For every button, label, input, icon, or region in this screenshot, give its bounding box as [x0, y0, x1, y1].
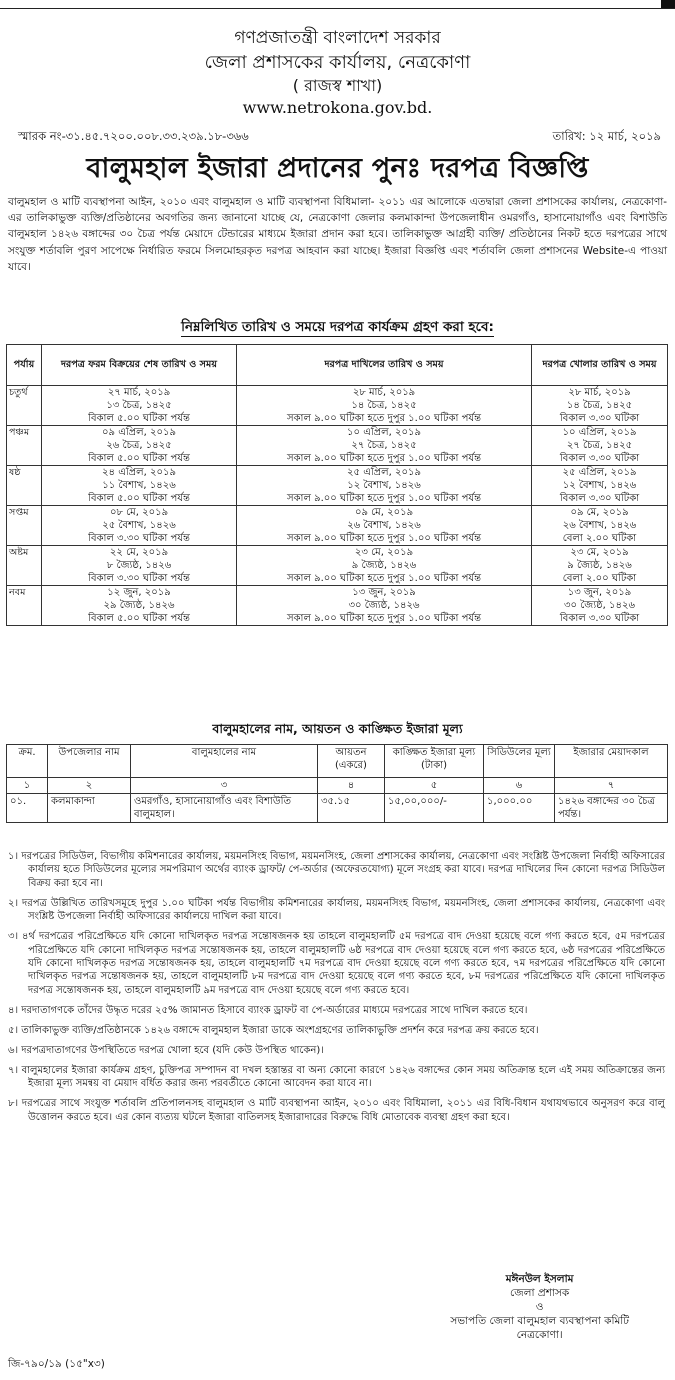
price-cell: ১৫,০০,০০০/- — [385, 794, 484, 823]
schedule-row — [7, 586, 668, 626]
sale-cell — [42, 426, 237, 466]
signatory-place: নেত্রকোণা। — [516, 1329, 563, 1341]
serial-cell: ০১. — [7, 794, 48, 823]
open-line: ২৬ বৈশাখ, ১৪২৬ — [562, 520, 637, 531]
phase-cell: চতুর্থ — [7, 386, 42, 426]
signature-block — [450, 1272, 629, 1342]
sale-line: ০৯ এপ্রিল, ২০১৯ — [102, 427, 176, 438]
num-cell: ১ — [7, 778, 48, 794]
sale-cell — [42, 506, 237, 546]
top-border — [0, 0, 675, 9]
open-line: বিকাল ৩.৩০ ঘটিকা — [559, 413, 640, 424]
schedule-row — [7, 426, 668, 466]
period-cell: ১৪২৬ বঙ্গাব্দের ৩০ চৈত্র পর্যন্ত। — [555, 794, 668, 823]
submit-line: ১৩ জুন, ২০১৯ — [352, 587, 416, 598]
schedule-fee-cell: ১,০০০.০০ — [484, 794, 555, 823]
branch-name: ( রাজস্ব শাখা) — [292, 76, 383, 95]
term-item: ৮। দরপত্রের সাথে সংযুক্ত শর্তাবলি প্রতিপালনসহ বালুমহাল ও মাটি ব্যবস্থাপনা আইন, ২০১০ এবং বিধিমালা, ২০১১ এর বিধি-বিধান যথাযথভাবে অনুসরণ করে বালু উত্তোলন করতে হবে। এর কোন ব্যত্যয় ঘটলে ইজারা বাতিলসহ ইজারাদারের বিরুদ্ধে বিধি মোতাবেক ব্যবস্থা গ্রহণ করা হবে। — [8, 1098, 665, 1123]
sale-line: বিকাল ৫.০০ ঘটিকা পর্যন্ত — [88, 453, 190, 464]
sale-line: বিকাল ৫.০০ ঘটিকা পর্যন্ত — [88, 493, 190, 504]
num-cell: ৭ — [555, 778, 668, 794]
schedule-heading — [0, 316, 675, 339]
submit-line: ২৭ চৈত্র, ১৪২৫ — [351, 440, 417, 451]
sale-cell — [42, 586, 237, 626]
mahal-number-row — [7, 778, 668, 794]
term-item: ৫। তালিকাভুক্ত ব্যক্তি/প্রতিষ্ঠানকে ১৪২৬ বঙ্গাব্দে বালুমহাল ইজারা ডাকে অংশগ্রহণের তালিকাভুক্তি প্রদর্শন করে দরপত্র ক্রয় করতে হবে। — [8, 1024, 539, 1036]
schedule-header-row — [7, 345, 668, 386]
num-cell: ৬ — [484, 778, 555, 794]
submit-line: ২৮ মার্চ, ২০১৯ — [352, 387, 416, 398]
open-line: বিকাল ৩.৩০ ঘটিকা — [559, 493, 640, 504]
open-cell — [532, 466, 668, 506]
phase-cell: পঞ্চম — [7, 426, 42, 466]
mahal-header-row — [7, 745, 668, 778]
col-open: দরপত্র খোলার তারিখ ও সময় — [532, 345, 668, 386]
open-cell — [532, 386, 668, 426]
col-mahal-name: বালুমহালের নাম — [131, 745, 318, 778]
signatory-name: মঈনউল ইসলাম — [505, 1273, 574, 1285]
sale-cell — [42, 386, 237, 426]
submit-line: ২৬ বৈশাখ, ১৪২৬ — [347, 520, 421, 531]
term-item: ১। দরপত্রের সিডিউল, বিভাগীয় কমিশনারের কার্যালয়, ময়মনসিংহ বিভাগ, ময়মনসিংহ, জেলা প্রশাসকের কার্যালয়, নেত্রকোণা এবং সংশ্লিষ্ট উপজেলা নির্বাহী অফিসারের কার্যালয় হতে সিডিউলের মূল্যের সমপরিমাণ অর্থের ব্যাংক ড্রাফট/ পে-অর্ডার (অফেরতযোগ্য) মূলে সংগ্রহ করা যাবে। দরপত্র দাখিলের দিন কোনো দরপত্র সিডিউল বিক্রয় করা হবে না। — [8, 851, 665, 889]
phase-cell: নবম — [7, 586, 42, 626]
open-line: বেলা ২.০০ ঘটিকা — [562, 573, 637, 584]
open-line: ৯ জ্যৈষ্ঠ, ১৪২৬ — [567, 560, 632, 571]
schedule-row — [7, 506, 668, 546]
open-line: ১৩ জুন, ২০১৯ — [567, 587, 632, 598]
open-line: বিকাল ৩.৩০ ঘটিকা — [559, 453, 640, 464]
open-line: ০৯ মে, ২০১৯ — [570, 507, 629, 518]
open-line: ২৫ এপ্রিল, ২০১৯ — [562, 467, 637, 478]
open-line: বেলা ২.০০ ঘটিকা — [562, 533, 637, 544]
mahal-heading: বালুমহালের নাম, আয়তন ও কাঙ্ক্ষিত ইজারা মূল্য — [212, 721, 463, 736]
upazila-cell: কলমাকান্দা — [48, 794, 131, 823]
schedule-heading-text: নিম্নলিখিত তারিখ ও সময়ে দরপত্র কার্যক্রম গ্রহণ করা হবে: — [181, 319, 494, 335]
open-line: ২৭ চৈত্র, ১৪২৫ — [566, 440, 633, 451]
col-phase: পর্যায় — [7, 345, 42, 386]
signatory-and: ও — [535, 1301, 544, 1313]
schedule-row — [7, 466, 668, 506]
term-item: ২। দরপত্র উল্লিখিত তারিখসমূহে দুপুর ১.০০ ঘটিকা পর্যন্ত বিভাগীয় কমিশনারের কার্যালয়, ময়মনসিংহ বিভাগ, ময়মনসিংহ, জেলা প্রশাসকের কার্যালয়, নেত্রকোণা এবং সংশ্লিষ্ট উপজেলা নির্বাহী অফিসারের কার্যালয়ে দাখিল করা যাবে। — [8, 897, 665, 923]
submit-line: সকাল ৯.০০ ঘটিকা হতে দুপুর ১.০০ ঘটিকা পর্যন্ত — [286, 613, 482, 624]
open-line: ১০ এপ্রিল, ২০১৯ — [562, 427, 637, 438]
submit-line: ৩০ জ্যৈষ্ঠ, ১৪২৬ — [348, 600, 420, 611]
footer-code: জি-৭৯০/১৯ (১৫"x৩) — [8, 1358, 105, 1370]
area-cell: ৩৫.১৫ — [318, 794, 385, 823]
submit-line: সকাল ৯.০০ ঘটিকা হতে দুপুর ১.০০ ঘটিকা পর্যন্ত — [286, 453, 482, 464]
corner-block — [661, 0, 675, 8]
sale-line: ২৭ মার্চ, ২০১৯ — [107, 387, 171, 398]
term-item: ৬। দরপত্রদাতাগণের উপস্থিতিতে দরপত্র খোলা হবে (যদি কেউ উপস্থিত থাকেন)। — [8, 1044, 324, 1056]
signatory-chair: সভাপতি জেলা বালুমহাল ব্যবস্থাপনা কমিটি — [450, 1315, 629, 1327]
submit-line: সকাল ৯.০০ ঘটিকা হতে দুপুর ১.০০ ঘটিকা পর্যন্ত — [286, 533, 482, 544]
sale-line: বিকাল ৩.৩০ ঘটিকা পর্যন্ত — [88, 533, 190, 544]
open-line: ১৪ চৈত্র, ১৪২৫ — [566, 400, 633, 411]
open-line: ১২ বৈশাখ, ১৪২৬ — [562, 480, 637, 491]
govt-name: গণপ্রজাতন্ত্রী বাংলাদেশ সরকার — [234, 28, 441, 48]
term-item: ৩। ৪র্থ দরপত্রের পরিপ্রেক্ষিতে যদি কোনো দাখিলকৃত দরপত্র সন্তোষজনক হয় তাহলে বালুমহালটি ৫ম দরপত্রে বাদ দেওয়া হয়েছে বলে গণ্য করতে হবে, ৫ম দরপত্রের পরিপ্রেক্ষিতে যদি কোনো দাখিলকৃত দরপত্র সন্তোষজনক হয়, তাহলে বালুমহালটি ৬ষ্ঠ দরপত্রে বাদ দেওয়া হয়েছে বলে গণ্য করতে হবে, ৬ষ্ঠ দরপত্রের পরিপ্রেক্ষিতে যদি কোনো দাখিলকৃত দরপত্র সন্তোষজনক হয়, তাহলে বালুমহালটি ৭ম দরপত্রে বাদ দেওয়া হয়েছে বলে গণ্য করতে হবে, ৭ম দরপত্রের পরিপ্রেক্ষিতে যদি কোনো দাখিলকৃত দরপত্র সন্তোষজনক হয়, তাহলে বালুমহালটি ৮ম দরপত্রে বাদ দেওয়া হয়েছে বলে গণ্য করতে হবে, ৮ম দরপত্রের পরিপ্রেক্ষিতে যদি কোনো দাখিলকৃত দরপত্র সন্তোষজনক হয়, তাহলে বালুমহালটি ৯ম দরপত্রে বাদ দেওয়া হয়েছে বলে গণ্য করতে হবে। — [8, 931, 665, 996]
num-cell: ২ — [48, 778, 131, 794]
submit-line: ১৪ চৈত্র, ১৪২৫ — [351, 400, 417, 411]
sale-line: ১২ জুন, ২০১৯ — [107, 587, 171, 598]
mahal-table — [6, 744, 668, 823]
sale-line: ২৪ এপ্রিল, ২০১৯ — [102, 467, 176, 478]
sale-cell — [42, 466, 237, 506]
intro-paragraph: বালুমহাল ও মাটি ব্যবস্থাপনা আইন, ২০১০ এবং বালুমহাল ও মাটি ব্যবস্থাপনা বিধিমালা- ২০১১ এর আলোকে এতদ্বারা জেলা প্রশাসকের কার্যালয়, নেত্রকোণা- এর তালিকাভুক্ত ব্যক্তি/প্রতিষ্ঠানের অবগতির জন্য জানানো যাচ্ছে যে, নেত্রকোণা জেলার কলমাকান্দা উপজেলাধীন ওমরগাঁও, হাসানোয়াগাঁও এবং বিশাউতি বালুমহাল ১৪২৬ বঙ্গাব্দের ৩০ চৈত্র পর্যন্ত মেয়াদে টেন্ডারের মাধ্যমে ইজারা প্রদান করা হবে। তালিকাভুক্ত আগ্রহী ব্যক্তি/ প্রতিষ্ঠানের নিকট হতে দরপত্রের সাথে সংযুক্ত শর্তাবলি পুরণ সাপেক্ষে নির্ধারিত ফরমে সিলমোহরকৃত দরপত্র আহবান করা যাচ্ছে। ইজারা বিজ্ঞপ্তি এবং শর্তাবলি জেলা প্রশাসনের Website-এ পাওয়া যাবে। — [8, 196, 667, 273]
sale-line: ২৫ বৈশাখ, ১৪২৬ — [102, 520, 176, 531]
open-cell — [532, 506, 668, 546]
memo-date: তারিখ: ১২ মার্চ, ২০১৯ — [552, 129, 661, 143]
col-submit: দরপত্র দাখিলের তারিখ ও সময় — [237, 345, 532, 386]
sale-cell — [42, 546, 237, 586]
open-cell — [532, 586, 668, 626]
term-item: ৭। বালুমহালের ইজারা কার্যক্রম গ্রহণ, চুক্তিপত্র সম্পাদন বা দখল হস্তান্তর বা অন্য কোনো কারণে ১৪২৬ বঙ্গাব্দের কোন সময় অতিক্রান্ত হলে এই সময় অতিক্রান্তের জন্য ইজারা মূল্য সমন্বয় বা মেয়াদ বর্ধিত করার জন্য পরবর্তীতে কোনো আবেদন করা যাবে না। — [8, 1064, 665, 1090]
office-header — [0, 26, 675, 119]
submit-line: ৯ জ্যৈষ্ঠ, ১৪২৬ — [351, 560, 417, 571]
submit-line: সকাল ৯.০০ ঘটিকা হতে দুপুর ১.০০ ঘটিকা পর্যন্ত — [286, 493, 482, 504]
phase-cell: অষ্টম — [7, 546, 42, 586]
office-name: জেলা প্রশাসকের কার্যালয়, নেত্রকোণা — [204, 52, 471, 73]
col-price: কাঙ্ক্ষিত ইজারা মূল্য (টাকা) — [385, 745, 484, 778]
submit-line: ০৯ মে, ২০১৯ — [354, 507, 414, 518]
notice-title: বালুমহাল ইজারা প্রদানের পুনঃ দরপত্র বিজ্ঞপ্তি — [86, 153, 589, 184]
sale-line: ১১ বৈশাখ, ১৪২৬ — [102, 480, 176, 491]
num-cell: ৩ — [131, 778, 318, 794]
signatory-designation: জেলা প্রশাসক — [510, 1287, 570, 1299]
terms-list — [8, 850, 665, 1131]
open-line: ২৩ মে, ২০১৯ — [570, 547, 629, 558]
col-sale: দরপত্র ফরম বিক্রয়ের শেষ তারিখ ও সময় — [42, 345, 237, 386]
col-schedule-fee: সিডিউলের মূল্য — [484, 745, 555, 778]
term-item: ৪। দরদাতাগণকে তাঁদের উদ্ধৃত দরের ২৫% জামানত হিসাবে ব্যাংক ড্রাফট বা পে-অর্ডারের মাধ্যমে দরপত্রের সাথে দাখিল করতে হবে। — [8, 1004, 528, 1016]
submit-cell — [237, 386, 532, 426]
sale-line: ৮ জ্যৈষ্ঠ, ১৪২৬ — [106, 560, 172, 571]
phase-cell: সপ্তম — [7, 506, 42, 546]
schedule-row — [7, 546, 668, 586]
phase-cell: ষষ্ঠ — [7, 466, 42, 506]
num-cell: ৪ — [318, 778, 385, 794]
memo-line — [18, 128, 661, 147]
sale-line: ০৮ মে, ২০১৯ — [109, 507, 169, 518]
col-area: আয়তন (একরে) — [318, 745, 385, 778]
col-period: ইজারার মেয়াদকাল — [555, 745, 668, 778]
memo-ref: স্মারক নং-৩১.৪৫.৭২০০.০০৮.৩৩.২৩৯.১৮-৩৬৬ — [18, 129, 249, 143]
num-cell: ৫ — [385, 778, 484, 794]
submit-cell — [237, 426, 532, 466]
open-cell — [532, 546, 668, 586]
mahal-data-row — [7, 794, 668, 823]
open-line: বিকাল ৩.৩০ ঘটিকা — [559, 613, 640, 624]
submit-line: সকাল ৯.০০ ঘটিকা হতে দুপুর ১.০০ ঘটিকা পর্যন্ত — [286, 573, 482, 584]
submit-cell — [237, 586, 532, 626]
website-link[interactable]: www.netrokona.gov.bd. — [242, 98, 433, 117]
open-line: ২৮ মার্চ, ২০১৯ — [568, 387, 631, 398]
submit-line: ১২ বৈশাখ, ১৪২৬ — [347, 480, 421, 491]
sale-line: বিকাল ৫.০০ ঘটিকা পর্যন্ত — [88, 613, 190, 624]
open-cell — [532, 426, 668, 466]
submit-cell — [237, 506, 532, 546]
mahal-name-cell: ওমরগাঁও, হাসানোয়াগাঁও এবং বিশাউতি বালুমহাল। — [131, 794, 318, 823]
submit-line: ১০ এপ্রিল, ২০১৯ — [347, 427, 421, 438]
col-upazila: উপজেলার নাম — [48, 745, 131, 778]
open-line: ৩০ জ্যৈষ্ঠ, ১৪২৬ — [564, 600, 635, 611]
submit-cell — [237, 466, 532, 506]
sale-line: বিকাল ৫.০০ ঘটিকা পর্যন্ত — [88, 413, 190, 424]
submit-cell — [237, 546, 532, 586]
submit-line: ২৫ এপ্রিল, ২০১৯ — [347, 467, 421, 478]
schedule-body — [7, 386, 668, 626]
col-serial: ক্রম. — [7, 745, 48, 778]
sale-line: বিকাল ৩.৩০ ঘটিকা পর্যন্ত — [88, 573, 190, 584]
sale-line: ২২ মে, ২০১৯ — [109, 547, 169, 558]
schedule-table — [6, 344, 668, 626]
submit-line: ২৩ মে, ২০১৯ — [354, 547, 414, 558]
schedule-row — [7, 386, 668, 426]
sale-line: ২৯ জ্যৈষ্ঠ, ১৪২৬ — [103, 600, 175, 611]
sale-line: ১৩ চৈত্র, ১৪২৫ — [106, 400, 172, 411]
sale-line: ২৬ চৈত্র, ১৪২৫ — [106, 440, 172, 451]
submit-line: সকাল ৯.০০ ঘটিকা হতে দুপুর ১.০০ ঘটিকা পর্যন্ত — [286, 413, 482, 424]
